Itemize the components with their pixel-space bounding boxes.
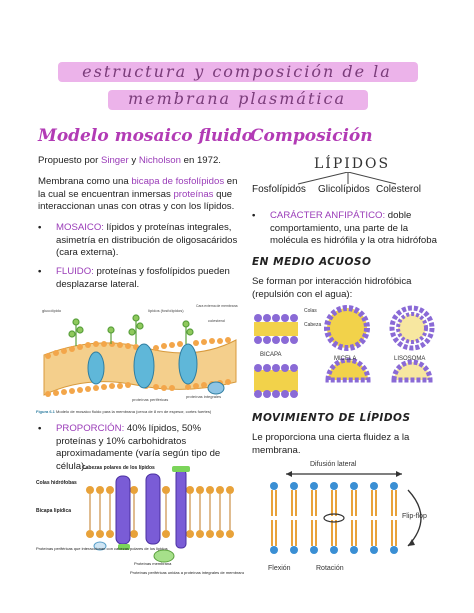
label-perifericas-2: Proteínas periféricas unidas a proteínas integrales de membrana — [130, 570, 244, 575]
bullet-dot: • — [38, 222, 42, 233]
heading-composicion: Composición — [250, 126, 373, 146]
caption-text: Modelo de mosaico fluido para la membrana (cerca de 8 nm de espesor, cortes fuertes) — [54, 409, 212, 414]
figure-bicapa-proteinas — [34, 462, 244, 580]
label-flexion: Flexión — [268, 565, 291, 572]
label-glucolipido: glucolípido — [42, 308, 62, 313]
label-rotacion: Rotación — [316, 565, 344, 572]
lipid-type-colesterol: Colesterol — [376, 184, 422, 195]
name-nicholson: Nicholson — [138, 155, 181, 166]
text: en la cual se encuentran inmersas — [38, 176, 238, 200]
paragraph-membrana — [38, 176, 238, 214]
term-proteinas: proteínas — [173, 188, 214, 200]
key-fluido: FLUIDO: — [56, 266, 94, 277]
page-title-line1: estructura y composición de la — [82, 62, 392, 81]
bullet-caracter-anfipatico — [252, 210, 437, 248]
label-difusion-lateral: Difusión lateral — [310, 461, 357, 468]
membrane-illustration — [36, 300, 241, 418]
page-title-line2: membrana plasmática — [127, 89, 347, 108]
label-liposoma: LISOSOMA — [394, 356, 426, 362]
text: proteínas y fosfolípidos pueden desplazarse lateral. — [56, 266, 230, 290]
text: que interaccionan unas con otras y con los lípidos. — [38, 188, 235, 213]
label-colas: Colas — [304, 308, 317, 314]
label-cabeza: Cabeza — [304, 322, 322, 328]
bullet-dot: • — [38, 423, 42, 434]
caption-bold: Figura 6.1 — [36, 409, 55, 414]
label-perifericas-1: Proteínas periféricas que interaccionan con cabezas polares de los lípidos — [36, 546, 168, 551]
label-proteinas-integrales: proteínas integrales — [186, 394, 222, 399]
bullet-dot: • — [252, 210, 256, 221]
bullet-fluido — [38, 266, 238, 291]
label-bicapa: BICAPA — [260, 352, 282, 358]
label-cabezas-polares: Cabezas polares de los lípidos — [82, 465, 155, 471]
text: Membrana como una — [38, 176, 132, 187]
bullet-dot: • — [38, 266, 42, 277]
paragraph-movimiento: Le proporciona una cierta fluidez a la membrana. — [252, 432, 410, 456]
name-singer: Singer — [100, 155, 129, 166]
lipid-type-glicolipidos: Glicolípidos — [318, 184, 370, 195]
key-proporcion: PROPORCIÓN: — [56, 423, 125, 434]
label-proteinas-membrana: Proteínas membrana — [134, 561, 172, 566]
label-cara-externa: Cara externa de membrana — [196, 304, 238, 308]
label-bicapa-lipidica: Bicapa lipídica — [36, 508, 72, 514]
label-colesterol: colesterol — [208, 318, 226, 323]
heading-modelo-mosaico: Modelo mosaico fluido — [38, 126, 253, 146]
text: 40% lípidos, 50% proteínas y 10% carbohidratos aproximadamente (varía según tipo de célula). — [56, 423, 221, 472]
heading-medio-acuoso: EN MEDIO ACUOSO — [252, 256, 372, 268]
lipid-type-fosfolipidos: Fosfolípidos — [252, 184, 306, 195]
text: y — [128, 155, 139, 166]
text: lípidos y proteínas integrales, asimetría en distribución de oligosacáridos (cara externa). — [56, 222, 238, 259]
paragraph-medio-acuoso: Se forman por interacción hidrofóbica (repulsión con el agua): — [252, 276, 412, 300]
figure-mosaico-fluido — [36, 300, 241, 418]
label-micela: MICELA — [334, 356, 357, 362]
paragraph-propuesto — [38, 155, 238, 168]
term-bicapa: bicapa de fosfolípidos — [131, 176, 225, 187]
key-mosaico: MOSAICO: — [56, 222, 104, 233]
lipidos-label: LÍPIDOS — [314, 156, 391, 172]
bullet-mosaico — [38, 222, 238, 260]
movement-illustration — [252, 456, 442, 582]
aqueous-structures — [252, 304, 442, 404]
label-colas-hidrofobas: Colas hidrófobas — [36, 480, 77, 486]
figure-movimiento-lipidos — [252, 456, 442, 582]
text: doble comportamiento, una parte de la molécula es hidrófila y la otra hidrófoba — [270, 210, 437, 247]
figure-caption — [36, 409, 212, 414]
label-lipidos: lípidos (fosfolípidos) — [148, 308, 184, 313]
key-caracter: CARÁCTER ANFIPÁTICO: — [270, 210, 386, 221]
bilayer-illustration — [34, 462, 244, 580]
text: en 1972. — [180, 155, 221, 166]
text: Propuesto por — [38, 155, 101, 166]
label-proteinas-perifericas: proteínas periféricas — [132, 397, 169, 402]
label-flip-flop: Flip-flop — [402, 513, 427, 520]
figure-medio-acuoso — [252, 304, 442, 404]
heading-movimiento-lipidos: MOVIMIENTO DE LÍPIDOS — [252, 412, 411, 424]
